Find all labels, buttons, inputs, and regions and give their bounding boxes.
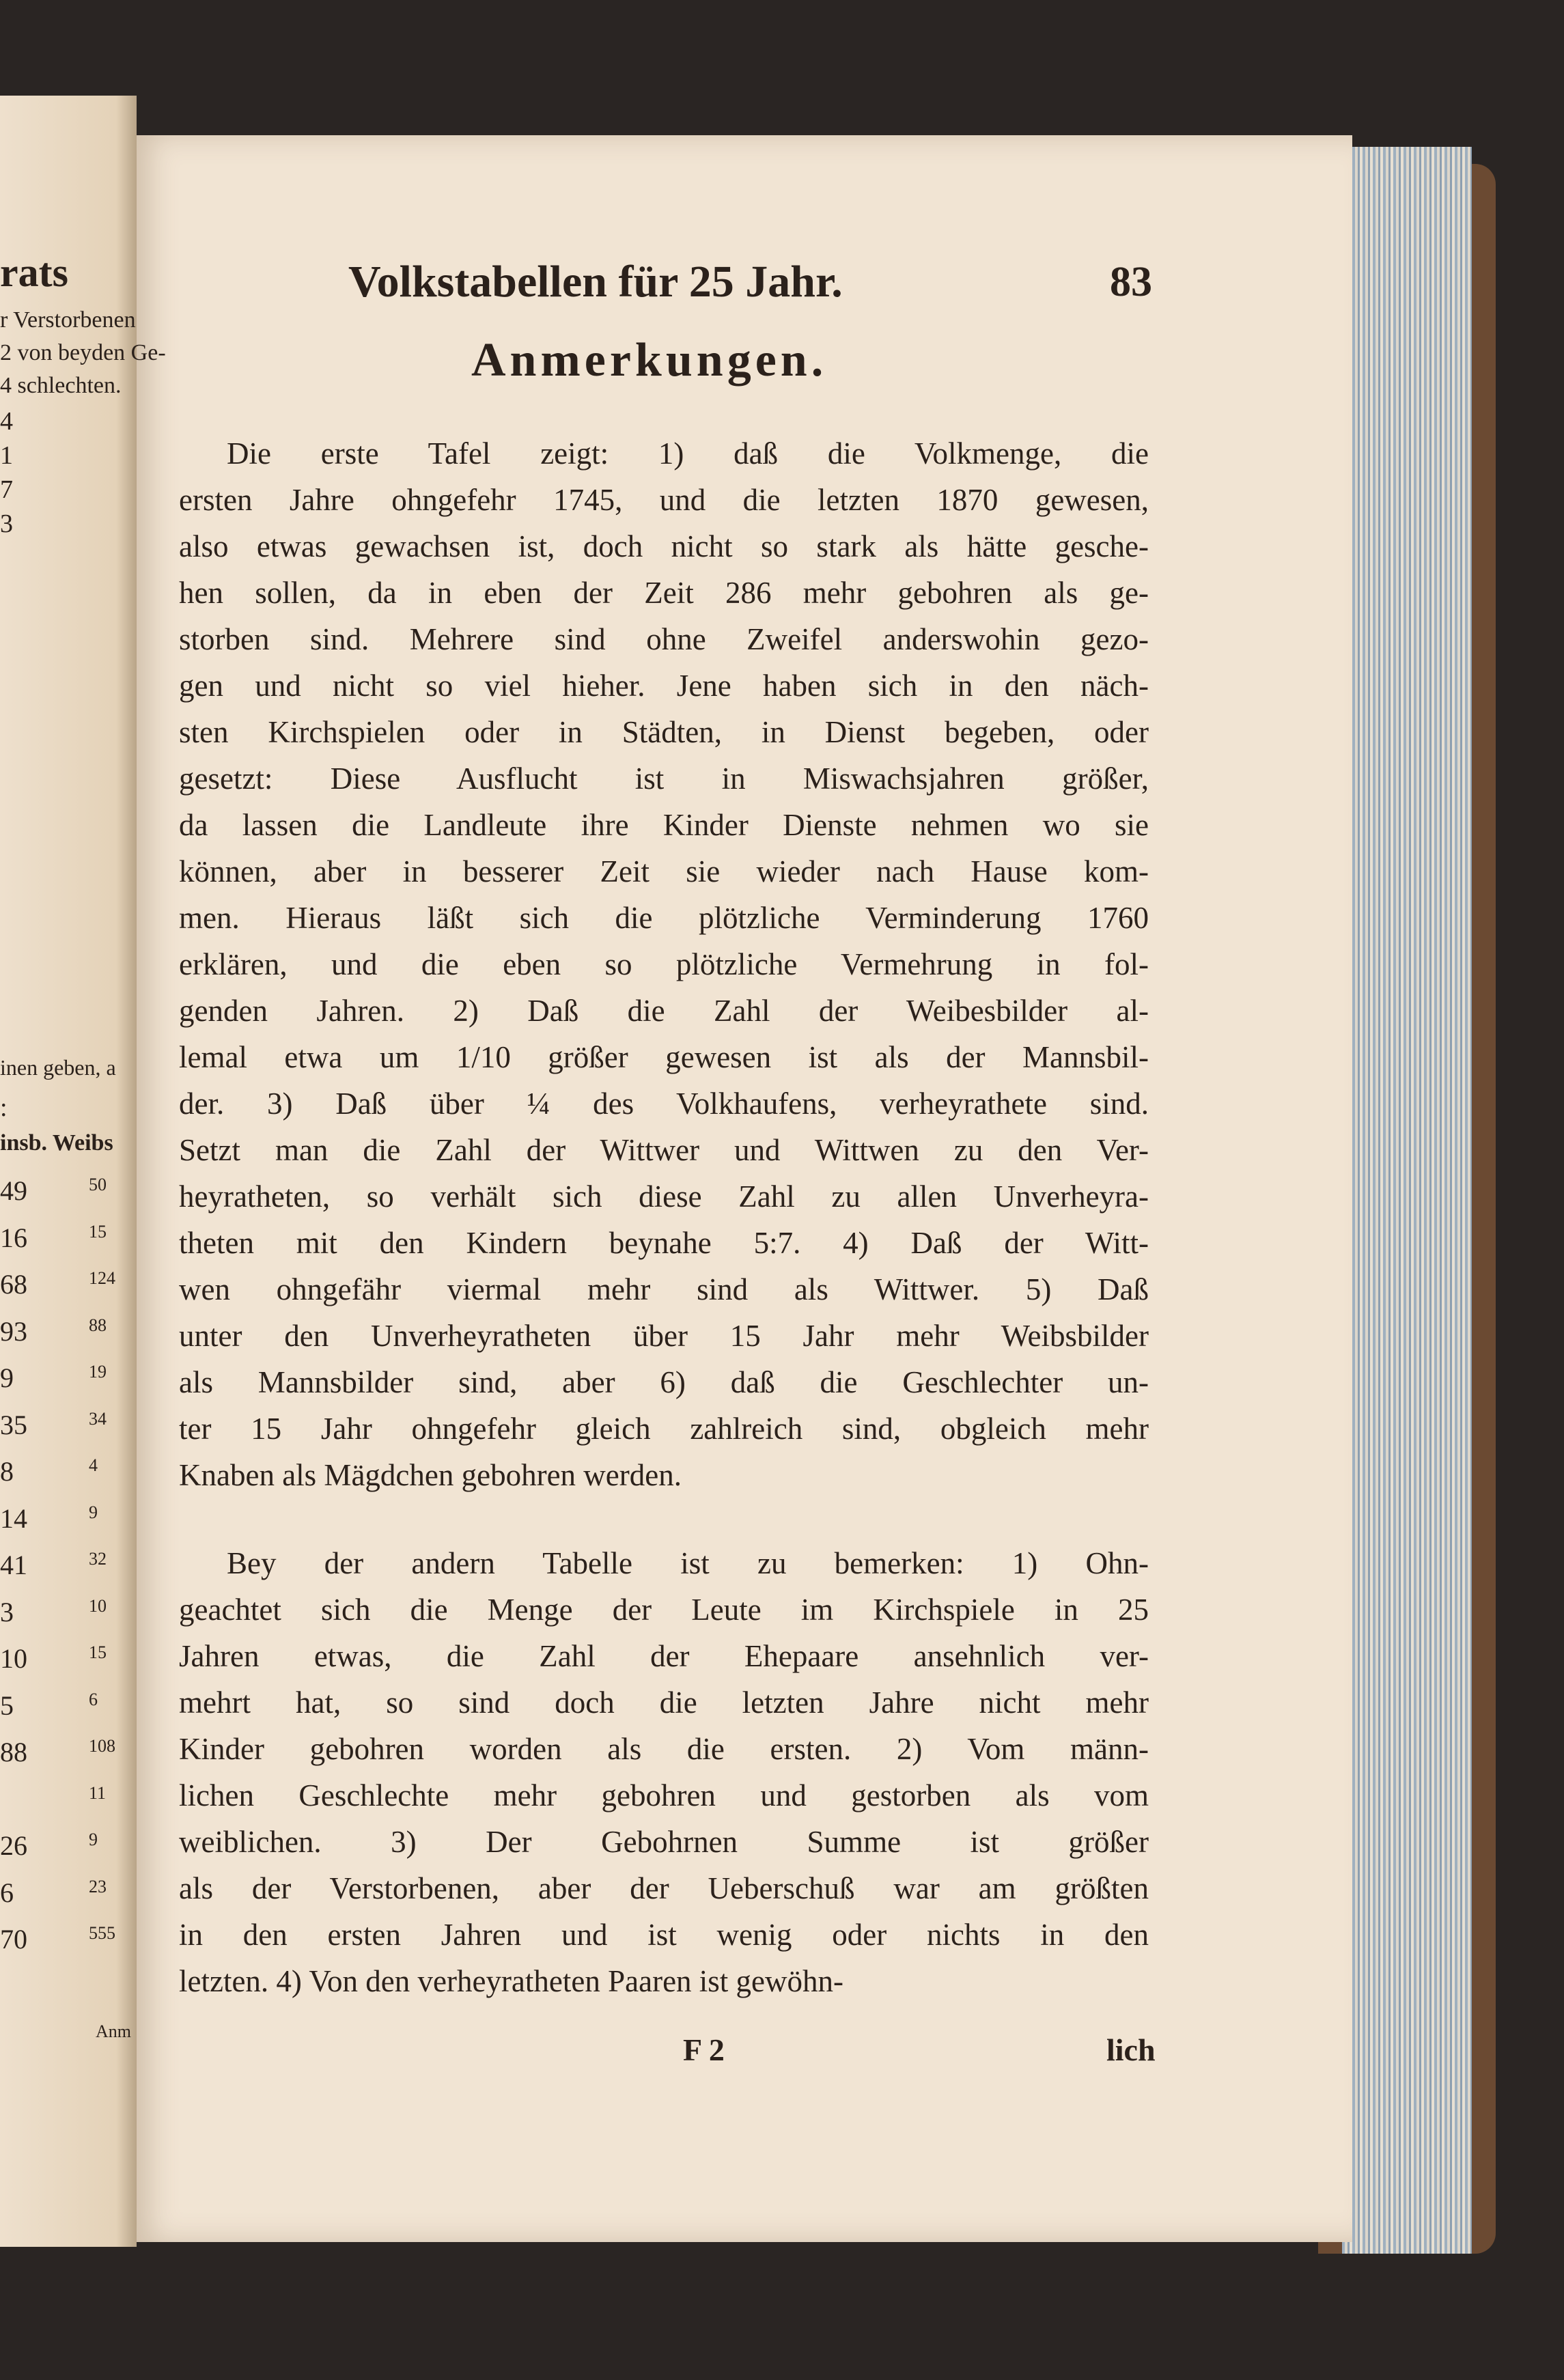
paragraph-2 <box>179 1540 1149 2004</box>
text-line: also etwas gewachsen ist, doch nicht so stark als hätte gesche- <box>179 529 1149 563</box>
left-number: 3 <box>0 509 13 538</box>
left-table-value: 93 <box>0 1315 27 1347</box>
left-table-value: 50 <box>89 1175 107 1194</box>
text-line: Kinder gebohren worden als die ersten. 2) Vom männ- <box>179 1732 1149 1766</box>
left-table-value: 15 <box>89 1221 107 1242</box>
left-table-value: 32 <box>89 1549 107 1569</box>
text-line: weiblichen. 3) Der Gebohrnen Summe ist größer <box>179 1825 1149 1859</box>
text-line: theten mit den Kindern beynahe 5:7. 4) Daß der Witt- <box>179 1226 1149 1260</box>
left-table-value: 6 <box>0 1877 14 1908</box>
left-table-value: 6 <box>89 1689 98 1709</box>
text-line: unter den Unverheyratheten über 15 Jahr mehr Weibsbilder <box>179 1319 1149 1353</box>
left-text-fragment: inen geben, a <box>0 1055 116 1080</box>
text-line: geachtet sich die Menge der Leute im Kirchspiele in 25 <box>179 1593 1149 1627</box>
text-line: gen und nicht so viel hieher. Jene haben sich in den näch- <box>179 669 1149 703</box>
left-table-value: 8 <box>0 1456 14 1487</box>
paragraph-1 <box>179 430 1149 1498</box>
text-line: Bey der andern Tabelle ist zu bemerken: 1) Ohn- <box>227 1546 1149 1580</box>
section-title: Anmerkungen. <box>471 334 828 387</box>
text-line: hen sollen, da in eben der Zeit 286 mehr gebohren als ge- <box>179 576 1149 610</box>
running-title: Volkstabellen für 25 Jahr. <box>348 257 843 307</box>
left-column-header: 2 von beyden Ge- <box>0 340 166 365</box>
text-line: lemal etwa um 1/10 größer gewesen ist als der Mannsbil- <box>179 1040 1149 1074</box>
left-table-value: 41 <box>0 1550 27 1580</box>
text-line: ter 15 Jahr ohngefehr gleich zahlreich sind, obgleich mehr <box>179 1412 1149 1446</box>
left-column-header: r Verstorbenen <box>0 307 136 333</box>
left-table-value: 3 <box>0 1596 14 1627</box>
left-table-value: 16 <box>0 1222 27 1253</box>
left-heading-fragment: rats <box>0 250 68 295</box>
left-column-header: 4 schlechten. <box>0 373 122 398</box>
text-line: lichen Geschlechte mehr gebohren und gestorben als vom <box>179 1778 1149 1812</box>
text-line: storben sind. Mehrere sind ohne Zweifel anderswohin gezo- <box>179 622 1149 656</box>
left-table-value: 68 <box>0 1269 27 1300</box>
left-table-value: 19 <box>89 1362 107 1382</box>
left-table-value: 9 <box>0 1362 14 1393</box>
left-table-header: insb. Weibs <box>0 1130 113 1156</box>
left-page <box>0 96 166 2247</box>
left-table-value: 34 <box>89 1408 107 1429</box>
left-table-value: 88 <box>0 1737 27 1767</box>
left-table-value: 9 <box>89 1830 98 1849</box>
text-line: als der Verstorbenen, aber der Ueberschuß war am größten <box>179 1871 1149 1905</box>
left-table-value: 11 <box>89 1782 107 1803</box>
signature-mark: F 2 <box>683 2032 725 2067</box>
text-line: letzten. 4) Von den verheyratheten Paaren ist gewöhn- <box>179 1964 844 1998</box>
text-line: Jahren etwas, die Zahl der Ehepaare ansehnlich ver- <box>179 1639 1149 1673</box>
text-line: können, aber in besserer Zeit sie wieder nach Hause kom- <box>179 854 1149 888</box>
left-table-value: 88 <box>89 1315 107 1335</box>
page-edges <box>1342 147 1472 2254</box>
left-table-value: 5 <box>0 1690 14 1721</box>
text-line: da lassen die Landleute ihre Kinder Dienste nehmen wo sie <box>179 808 1149 842</box>
text-line: ersten Jahre ohngefehr 1745, und die letzten 1870 gewesen, <box>179 483 1149 517</box>
left-table-value: 10 <box>89 1595 107 1616</box>
left-colon: : <box>0 1093 8 1122</box>
left-text-fragment: Anm <box>96 2021 131 2041</box>
text-line: als Mannsbilder sind, aber 6) daß die Geschlechter un- <box>179 1365 1149 1399</box>
left-table-value: 35 <box>0 1409 27 1440</box>
page-number: 83 <box>1110 259 1152 305</box>
left-number: 7 <box>0 475 13 504</box>
text-line: Setzt man die Zahl der Wittwer und Wittwen zu den Ver- <box>179 1133 1149 1167</box>
left-table-value: 4 <box>89 1455 98 1475</box>
left-table-value: 14 <box>0 1502 27 1534</box>
left-table-value: 9 <box>89 1502 98 1522</box>
text-line: heyratheten, so verhält sich diese Zahl zu allen Unverheyra- <box>179 1179 1149 1214</box>
left-table-value: 23 <box>89 1876 107 1896</box>
text-line: der. 3) Daß über ¼ des Volkhaufens, verheyrathete sind. <box>179 1087 1149 1121</box>
left-table-value: 70 <box>0 1924 27 1955</box>
text-line: wen ohngefähr viermal mehr sind als Wittwer. 5) Daß <box>179 1272 1149 1306</box>
text-line: gesetzt: Diese Ausflucht ist in Miswachsjahren größer, <box>179 761 1149 796</box>
text-line: genden Jahren. 2) Daß die Zahl der Weibesbilder al- <box>179 994 1149 1028</box>
text-line: mehrt hat, so sind doch die letzten Jahre nicht mehr <box>179 1685 1149 1720</box>
text-line: erklären, und die eben so plötzliche Vermehrung in fol- <box>179 947 1149 981</box>
left-table-value: 555 <box>89 1923 115 1943</box>
catchword: lich <box>1106 2032 1156 2067</box>
left-number: 4 <box>0 407 13 436</box>
left-table-value: 26 <box>0 1830 27 1861</box>
left-table-value: 108 <box>89 1736 115 1756</box>
left-number: 1 <box>0 441 13 470</box>
text-line: Knaben als Mägdchen gebohren werden. <box>179 1458 682 1492</box>
left-table-value: 10 <box>0 1643 27 1674</box>
left-table-value: 49 <box>0 1175 27 1206</box>
left-table-value: 15 <box>89 1642 107 1662</box>
text-line: sten Kirchspielen oder in Städten, in Dienst begeben, oder <box>179 715 1149 749</box>
text-line: Die erste Tafel zeigt: 1) daß die Volkmenge, die <box>227 436 1149 471</box>
text-line: in den ersten Jahren und ist wenig oder nichts in den <box>179 1918 1149 1952</box>
left-table-value: 124 <box>89 1268 115 1288</box>
text-line: men. Hieraus läßt sich die plötzliche Verminderung 1760 <box>179 901 1149 935</box>
